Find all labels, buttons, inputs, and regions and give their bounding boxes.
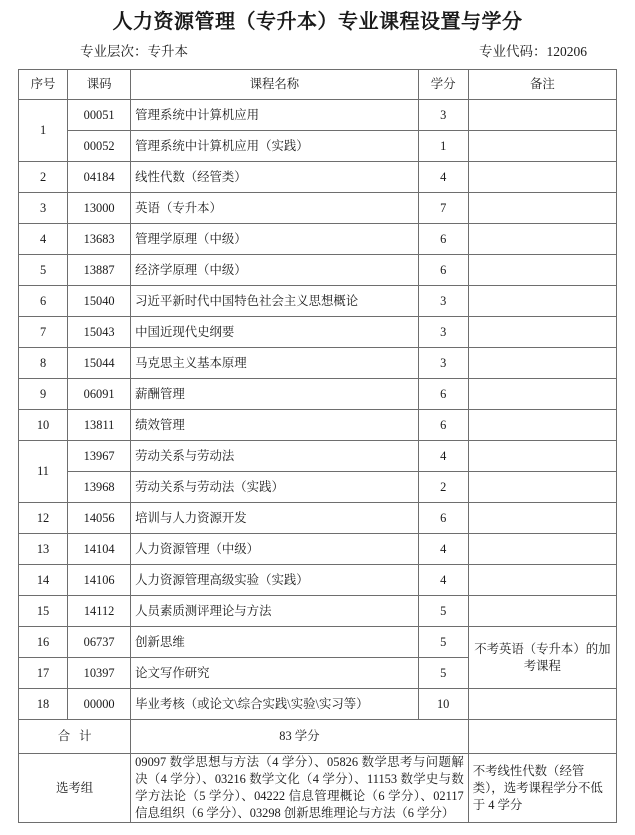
- major-code-label: 专业代码：120206: [479, 44, 587, 59]
- cell-credit: 6: [418, 379, 468, 410]
- table-row: [19, 689, 617, 720]
- cell-credit: 4: [418, 441, 468, 472]
- cell-no: 1: [19, 100, 68, 162]
- table-row: [19, 131, 617, 162]
- cell-note: [468, 193, 616, 224]
- cell-code: 06737: [68, 627, 131, 658]
- cell-name: 习近平新时代中国特色社会主义思想概论: [131, 286, 418, 317]
- cell-note: [468, 348, 616, 379]
- cell-name: 创新思维: [131, 627, 418, 658]
- table-row: [19, 410, 617, 441]
- table-row: [19, 503, 617, 534]
- cell-note: [468, 255, 616, 286]
- cell-credit: 3: [418, 286, 468, 317]
- table-header: [19, 70, 617, 100]
- cell-no: 6: [19, 286, 68, 317]
- cell-code: 10397: [68, 658, 131, 689]
- cell-note: [468, 596, 616, 627]
- cell-note: [468, 131, 616, 162]
- cell-note-addexam: 不考英语（专升本）的加考课程: [468, 627, 616, 689]
- cell-credit: 6: [418, 255, 468, 286]
- column-header-code: 课码: [68, 70, 131, 100]
- cell-note: [468, 565, 616, 596]
- total-row: [19, 720, 617, 754]
- table-row: [19, 534, 617, 565]
- cell-code: 14112: [68, 596, 131, 627]
- table-row: [19, 627, 617, 658]
- document-page: [0, 8, 635, 835]
- cell-no: 4: [19, 224, 68, 255]
- cell-code: 13968: [68, 472, 131, 503]
- cell-note: [468, 410, 616, 441]
- cell-no: 11: [19, 441, 68, 503]
- cell-credit: 4: [418, 162, 468, 193]
- column-header-note: 备注: [468, 70, 616, 100]
- cell-code: 15040: [68, 286, 131, 317]
- column-header-name: 课程名称: [131, 70, 418, 100]
- elective-group-note: 不考线性代数（经管类），选考课程学分不低于 4 学分: [468, 754, 616, 823]
- cell-note: [468, 503, 616, 534]
- cell-note: [468, 689, 616, 720]
- column-header-no: 序号: [19, 70, 68, 100]
- table-row: [19, 193, 617, 224]
- cell-no: 9: [19, 379, 68, 410]
- elective-group-label: 选考组: [19, 754, 131, 823]
- cell-code: 06091: [68, 379, 131, 410]
- cell-code: 00000: [68, 689, 131, 720]
- cell-name: 经济学原理（中级）: [131, 255, 418, 286]
- table-row: [19, 224, 617, 255]
- table-row: [19, 255, 617, 286]
- cell-no: 10: [19, 410, 68, 441]
- cell-no: 16: [19, 627, 68, 658]
- cell-note: [468, 472, 616, 503]
- cell-credit: 7: [418, 193, 468, 224]
- cell-name: 劳动关系与劳动法（实践）: [131, 472, 418, 503]
- cell-credit: 4: [418, 565, 468, 596]
- cell-no: 14: [19, 565, 68, 596]
- cell-name: 薪酬管理: [131, 379, 418, 410]
- cell-no: 7: [19, 317, 68, 348]
- cell-no: 15: [19, 596, 68, 627]
- table-row: [19, 472, 617, 503]
- cell-no: 17: [19, 658, 68, 689]
- cell-name: 英语（专升本）: [131, 193, 418, 224]
- cell-code: 13683: [68, 224, 131, 255]
- cell-name: 劳动关系与劳动法: [131, 441, 418, 472]
- table-row: [19, 348, 617, 379]
- cell-code: 14056: [68, 503, 131, 534]
- major-level-label: 专业层次：专升本: [80, 44, 188, 59]
- cell-name: 中国近现代史纲要: [131, 317, 418, 348]
- cell-code: 13967: [68, 441, 131, 472]
- table-row: [19, 286, 617, 317]
- cell-no: 13: [19, 534, 68, 565]
- cell-code: 00051: [68, 100, 131, 131]
- cell-credit: 1: [418, 131, 468, 162]
- cell-name: 线性代数（经管类）: [131, 162, 418, 193]
- total-note: [468, 720, 616, 754]
- cell-code: 14104: [68, 534, 131, 565]
- elective-row: [19, 754, 617, 823]
- cell-code: 13887: [68, 255, 131, 286]
- cell-name: 人员素质测评理论与方法: [131, 596, 418, 627]
- cell-credit: 6: [418, 503, 468, 534]
- total-value: 83 学分: [131, 720, 469, 754]
- cell-no: 12: [19, 503, 68, 534]
- table-row: [19, 441, 617, 472]
- cell-no: 8: [19, 348, 68, 379]
- cell-name: 管理系统中计算机应用（实践）: [131, 131, 418, 162]
- cell-note: [468, 441, 616, 472]
- cell-note: [468, 286, 616, 317]
- table-row: [19, 162, 617, 193]
- cell-name: 论文写作研究: [131, 658, 418, 689]
- cell-no: 2: [19, 162, 68, 193]
- cell-name: 人力资源管理（中级）: [131, 534, 418, 565]
- table-row: [19, 565, 617, 596]
- table-row: [19, 379, 617, 410]
- cell-credit: 5: [418, 627, 468, 658]
- cell-credit: 2: [418, 472, 468, 503]
- cell-name: 绩效管理: [131, 410, 418, 441]
- cell-credit: 3: [418, 348, 468, 379]
- table-row: [19, 100, 617, 131]
- table-row: [19, 596, 617, 627]
- table-body: [19, 100, 617, 823]
- cell-credit: 3: [418, 100, 468, 131]
- cell-note: [468, 317, 616, 348]
- cell-note: [468, 224, 616, 255]
- cell-note: [468, 379, 616, 410]
- cell-name: 管理系统中计算机应用: [131, 100, 418, 131]
- column-header-credit: 学分: [418, 70, 468, 100]
- cell-credit: 5: [418, 596, 468, 627]
- cell-note: [468, 100, 616, 131]
- cell-code: 15044: [68, 348, 131, 379]
- cell-code: 13811: [68, 410, 131, 441]
- cell-code: 15043: [68, 317, 131, 348]
- table-header-row: [19, 70, 617, 100]
- document-subheader: [18, 42, 617, 62]
- cell-credit: 5: [418, 658, 468, 689]
- total-label: 合计: [19, 720, 131, 754]
- elective-group-courses: 09097 数学思想与方法（4 学分）、05826 数学思考与问题解决（4 学分）、03216 数学文化（4 学分）、11153 数学史与数学方法论（5 学分）、04222 信息管理概论（6 学分）、02117 信息组织（6 学分）、03298 创新思维理论与方法（6 学分）: [131, 754, 469, 823]
- cell-name: 毕业考核（或论文\综合实践\实验\实习等）: [131, 689, 418, 720]
- table-row: [19, 317, 617, 348]
- course-table: [18, 69, 617, 823]
- cell-credit: 6: [418, 224, 468, 255]
- cell-name: 人力资源管理高级实验（实践）: [131, 565, 418, 596]
- cell-credit: 6: [418, 410, 468, 441]
- cell-code: 14106: [68, 565, 131, 596]
- cell-no: 18: [19, 689, 68, 720]
- cell-code: 13000: [68, 193, 131, 224]
- cell-name: 马克思主义基本原理: [131, 348, 418, 379]
- cell-credit: 4: [418, 534, 468, 565]
- cell-code: 04184: [68, 162, 131, 193]
- cell-name: 培训与人力资源开发: [131, 503, 418, 534]
- cell-name: 管理学原理（中级）: [131, 224, 418, 255]
- cell-note: [468, 534, 616, 565]
- cell-no: 5: [19, 255, 68, 286]
- cell-no: 3: [19, 193, 68, 224]
- cell-note: [468, 162, 616, 193]
- page-title: 人力资源管理（专升本）专业课程设置与学分: [112, 11, 523, 33]
- cell-code: 00052: [68, 131, 131, 162]
- cell-credit: 3: [418, 317, 468, 348]
- cell-credit: 10: [418, 689, 468, 720]
